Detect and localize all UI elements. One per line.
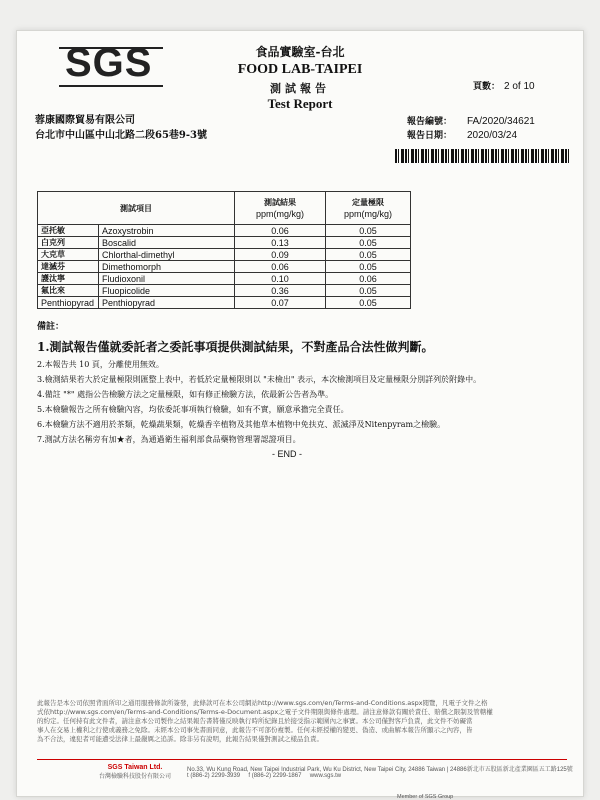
client-address: 台北市中山區中山北路二段65巷9-3號 xyxy=(35,130,207,141)
note-item: 5.本檢驗報告之所有檢驗內容，均依委託事項執行檢驗，如有不實，願意承擔完全責任。 xyxy=(37,405,349,414)
company-name-en: SGS Taiwan Ltd. xyxy=(107,764,163,771)
address-zh: 24886新北市五股區新北產業園區五工路125號 xyxy=(450,767,573,773)
header-result xyxy=(235,192,326,225)
lab-name-zh: 食品實驗室-台北 xyxy=(255,45,345,59)
fine-line: 此報告是本公司依照背面所印之通用服務條款所簽發，此條款可在本公司網站http://www.sgs.com/en/Terms-and-Conditions.aspx閱覽，凡電子文件之格 xyxy=(37,699,488,707)
footer-company xyxy=(99,764,171,780)
note-item: 4.備註 "*" 處指公告檢驗方法之定量極限，如有修正檢驗方法，依最新公告者為準。 xyxy=(37,390,334,399)
header-limit xyxy=(326,192,411,225)
fine-line: 事人在交易上權利之行使或義務之免除。未經本公司事先書面同意，此報告不可部份複製。任何未經授權的變更、偽造、或曲解本報告所顯示之內容，皆 xyxy=(37,726,473,734)
company-name-zh: 台灣檢驗科技股份有限公司 xyxy=(99,774,172,780)
report-title-zh: 測試報告 xyxy=(270,82,330,95)
report-date-row xyxy=(407,129,535,143)
cell-result: 0.06 xyxy=(235,225,326,237)
cell-result: 0.07 xyxy=(235,297,326,309)
cell-name-zh: 亞托敏 xyxy=(38,225,99,237)
fine-line: 的約定。任何持有此文件者，請注意本公司製作之結果報告書將僅反映執行時所紀錄且於接受指示範圍內之事實。本公司僅對客戶負責，此文件不妨礙當 xyxy=(37,717,473,725)
table-row xyxy=(38,285,411,297)
table-row xyxy=(38,237,411,249)
report-date-label: 報告日期： xyxy=(407,131,453,141)
header-test-item: 測試項目 xyxy=(38,192,235,225)
cell-limit: 0.05 xyxy=(326,285,411,297)
end-marker: - END - xyxy=(272,449,302,459)
notes-heading: 備註： xyxy=(37,322,65,332)
address-en: No.33, Wu Kung Road, New Taipei Industrial Park, Wu Ku District, New Taipei City, 24886 Taiwan xyxy=(187,767,446,773)
table-row xyxy=(38,273,411,285)
table-header-row xyxy=(38,192,411,225)
cell-name-zh: 護汰寧 xyxy=(38,273,99,285)
page-footer xyxy=(37,759,573,800)
cell-name-en: Fluopicolide xyxy=(99,285,235,297)
cell-result: 0.06 xyxy=(235,261,326,273)
note-item: 7.測試方法名稱旁有加★者，為通過衛生福利部食品藥物管理署認證項目。 xyxy=(37,435,301,444)
client-info xyxy=(35,113,207,143)
header-limit-unit: ppm(mg/kg) xyxy=(343,209,392,219)
table-row xyxy=(38,261,411,273)
cell-name-zh: Penthiopyrad xyxy=(38,297,99,309)
cell-limit: 0.05 xyxy=(326,249,411,261)
cell-result: 0.09 xyxy=(235,249,326,261)
results-table xyxy=(37,191,411,309)
cell-limit: 0.05 xyxy=(326,225,411,237)
header-result-label: 測試結果 xyxy=(264,197,296,207)
table-row xyxy=(38,225,411,237)
cell-result: 0.10 xyxy=(235,273,326,285)
fine-line: 為不合法，違犯者可能遭受法律上最嚴厲之追訴。除非另有說明，此報告結果僅對測試之樣品負責。 xyxy=(37,735,323,743)
header-result-unit: ppm(mg/kg) xyxy=(255,209,304,219)
footer-address-line: No.33, Wu Kung Road, New Taipei Industrial Park, Wu Ku District, New Taipei City, 24886 Taiwan | 24886新北市五股區新北產業園區五工路125號 xyxy=(187,767,573,773)
cell-limit: 0.05 xyxy=(326,297,411,309)
note-item: 2.本報告共 10 頁，分離使用無效。 xyxy=(37,360,164,369)
report-date-value: 2020/03/24 xyxy=(467,130,518,141)
page-number xyxy=(473,79,535,92)
cell-name-en: Dimethomorph xyxy=(99,261,235,273)
website: www.sgs.tw xyxy=(309,773,342,779)
cell-name-en: Azoxystrobin xyxy=(99,225,235,237)
cell-name-en: Chlorthal-dimethyl xyxy=(99,249,235,261)
page-label: 頁數： xyxy=(473,82,501,92)
cell-result: 0.36 xyxy=(235,285,326,297)
report-header xyxy=(17,43,583,112)
fax: f (886-2) 2299-1867 xyxy=(248,773,302,779)
terms-fine-print xyxy=(37,699,567,749)
table-row xyxy=(38,249,411,261)
cell-limit: 0.06 xyxy=(326,273,411,285)
report-number-value: FA/2020/34621 xyxy=(467,116,535,127)
lab-name-en: FOOD LAB-TAIPEI xyxy=(237,62,363,77)
cell-name-zh: 達滅芬 xyxy=(38,261,99,273)
table-row xyxy=(38,297,411,309)
cell-name-zh: 氟比來 xyxy=(38,285,99,297)
barcode xyxy=(395,149,571,163)
notes-section xyxy=(37,319,557,459)
cell-name-en: Penthiopyrad xyxy=(99,297,235,309)
cell-limit: 0.05 xyxy=(326,237,411,249)
cell-name-zh: 大克草 xyxy=(38,249,99,261)
footer-contact-line xyxy=(187,773,341,779)
logo-text: SGS xyxy=(65,41,153,85)
cell-result: 0.13 xyxy=(235,237,326,249)
cell-limit: 0.05 xyxy=(326,261,411,273)
client-name: 蓉康國際貿易有限公司 xyxy=(35,115,135,126)
report-number-label: 報告編號： xyxy=(407,117,453,127)
report-title-en: Test Report xyxy=(267,96,333,111)
page-value: 2 of 10 xyxy=(504,81,535,92)
note-item: 1.測試報告僅就委託者之委託事項提供測試結果，不對產品合法性做判斷。 xyxy=(37,340,434,354)
report-meta xyxy=(407,115,535,143)
report-sheet xyxy=(16,30,584,800)
note-item: 6.本檢驗方法不適用於茶類，乾燥蔬果類，乾燥香辛植物及其他草本植物中免扶克、派滅淨及Nitenpyram之檢驗。 xyxy=(37,420,446,429)
phone: t (886-2) 2299-3939 xyxy=(187,773,241,779)
report-number-row xyxy=(407,115,535,129)
cell-name-en: Boscalid xyxy=(99,237,235,249)
cell-name-en: Fludioxonil xyxy=(99,273,235,285)
cell-name-zh: 白克列 xyxy=(38,237,99,249)
fine-line: 式依http://www.sgs.com/en/Terms-and-Conditions/Terms-e-Document.aspx之電子文件期限與條件處理。請注意條款有關於責任、賠償之限制及管轄權 xyxy=(37,708,493,716)
member-of-sgs: Member of SGS Group xyxy=(397,794,454,800)
header-limit-label: 定量極限 xyxy=(352,197,384,207)
note-item: 3.檢測結果若大於定量極限則匯整上表中，若低於定量極限則以 "未檢出" 表示，本次檢測項目及定量極限分別詳列於附錄中。 xyxy=(37,375,482,384)
